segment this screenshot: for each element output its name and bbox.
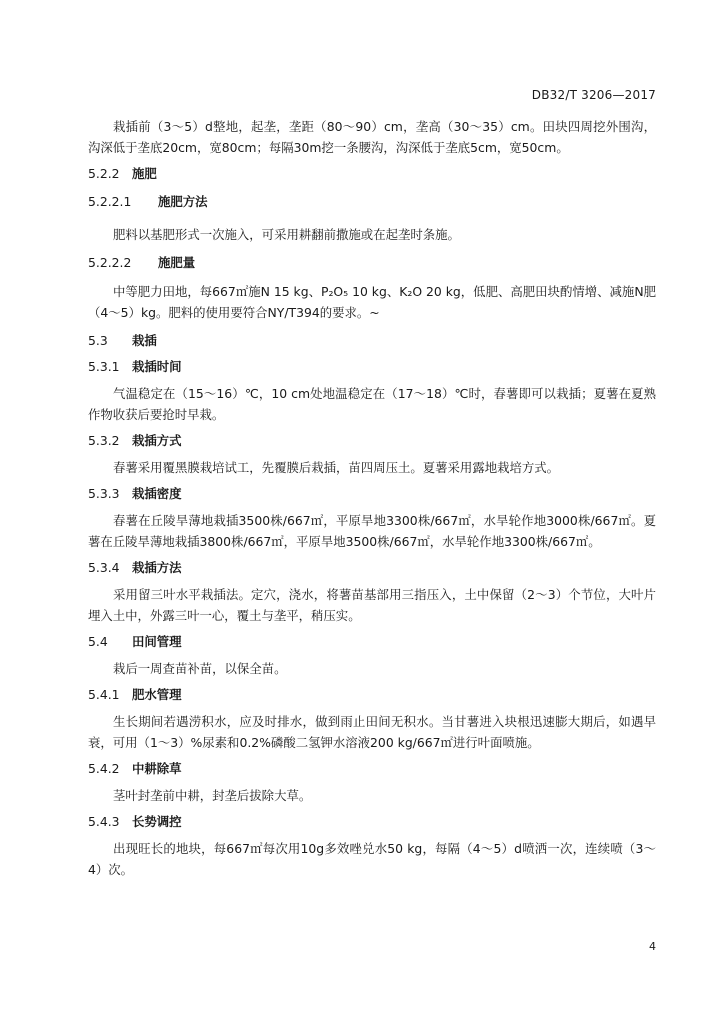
section-title: 栽插密度 bbox=[132, 486, 182, 501]
document-code: DB32/T 3206—2017 bbox=[531, 88, 656, 102]
section-heading-5-3 bbox=[88, 331, 656, 351]
section-number: 5.3 bbox=[88, 333, 108, 348]
paragraph: 栽后一周查苗补苗，以保全苗。 bbox=[113, 661, 287, 676]
section-heading-5-3-1 bbox=[88, 357, 656, 377]
section-title: 施肥 bbox=[132, 166, 157, 181]
paragraph: 气温稳定在（15～16）℃，10 cm处地温稳定在（17～18）℃时，春薯即可以栽插；夏薯在夏熟作物收获后要抢时早栽。 bbox=[88, 386, 656, 422]
section-number: 5.2.2.1 bbox=[88, 194, 132, 209]
section-number: 5.3.2 bbox=[88, 433, 120, 448]
section-number: 5.2.2 bbox=[88, 166, 120, 181]
paragraph: 生长期间若遇涝积水，应及时排水，做到雨止田间无积水。当甘薯进入块根迅速膨大期后，如遇早衰，可用（1～3）%尿素和0.2%磷酸二氢钾水溶液200 kg/667㎡进行叶面喷施。 bbox=[88, 714, 656, 750]
paragraph: 栽插前（3～5）d整地，起垄，垄距（80～90）cm，垄高（30～35）cm。田块四周挖外围沟，沟深低于垄底20cm，宽80cm；每隔30m挖一条腰沟，沟深低于垄底5cm，宽50cm。 bbox=[88, 119, 656, 155]
section-number: 5.3.1 bbox=[88, 359, 120, 374]
page-number: 4 bbox=[649, 940, 656, 953]
section-number: 5.4.2 bbox=[88, 761, 120, 776]
section-heading-5-4-3 bbox=[88, 812, 656, 832]
section-heading-5-4-2 bbox=[88, 759, 656, 779]
section-title: 栽插 bbox=[132, 333, 157, 348]
section-number: 5.4.1 bbox=[88, 687, 120, 702]
section-number: 5.3.3 bbox=[88, 486, 120, 501]
paragraph: 肥料以基肥形式一次施入，可采用耕翻前撒施或在起垄时条施。 bbox=[113, 227, 460, 242]
section-title: 长势调控 bbox=[132, 814, 182, 829]
section-heading-5-4-1 bbox=[88, 685, 656, 705]
paragraph: 茎叶封垄前中耕，封垄后拔除大草。 bbox=[113, 788, 312, 803]
section-title: 施肥量 bbox=[158, 255, 196, 270]
paragraph: 出现旺长的地块，每667㎡每次用10g多效唑兑水50 kg，每隔（4～5）d喷洒一次，连续喷（3～4）次。 bbox=[88, 841, 656, 877]
section-heading-5-3-3 bbox=[88, 484, 656, 504]
paragraph: 中等肥力田地，每667㎡施N 15 kg、P₂O₅ 10 kg、K₂O 20 kg，低肥、高肥田块酌情增、减施N肥（4～5）kg。肥料的使用要符合NY/T394的要求。~ bbox=[88, 284, 656, 320]
document-body bbox=[88, 116, 656, 880]
section-heading-5-3-2 bbox=[88, 431, 656, 451]
section-title: 栽插方法 bbox=[132, 560, 182, 575]
section-heading-5-2-2 bbox=[88, 164, 656, 184]
section-title: 施肥方法 bbox=[158, 194, 208, 209]
section-number: 5.4 bbox=[88, 634, 108, 649]
section-title: 中耕除草 bbox=[132, 761, 182, 776]
paragraph: 采用留三叶水平栽插法。定穴，浇水，将薯苗基部用三指压入，土中保留（2～3）个节位，大叶片埋入土中，外露三叶一心，覆土与垄平，稍压实。 bbox=[88, 587, 656, 623]
section-title: 肥水管理 bbox=[132, 687, 182, 702]
section-number: 5.3.4 bbox=[88, 560, 120, 575]
section-title: 田间管理 bbox=[132, 634, 182, 649]
section-number: 5.4.3 bbox=[88, 814, 120, 829]
paragraph: 春薯采用覆黑膜栽培试工，先覆膜后栽插，苗四周压土。夏薯采用露地栽培方式。 bbox=[113, 460, 560, 475]
section-title: 栽插时间 bbox=[132, 359, 182, 374]
paragraph: 春薯在丘陵旱薄地栽插3500株/667㎡，平原旱地3300株/667㎡，水旱轮作地3000株/667㎡。夏薯在丘陵旱薄地栽插3800株/667㎡，平原旱地3500株/667㎡，水旱轮作地3300株/667㎡。 bbox=[88, 513, 656, 549]
section-heading-5-2-2-1 bbox=[88, 192, 656, 212]
section-number: 5.2.2.2 bbox=[88, 255, 132, 270]
section-heading-5-4 bbox=[88, 632, 656, 652]
section-heading-5-2-2-2 bbox=[88, 253, 656, 273]
section-heading-5-3-4 bbox=[88, 558, 656, 578]
section-title: 栽插方式 bbox=[132, 433, 182, 448]
